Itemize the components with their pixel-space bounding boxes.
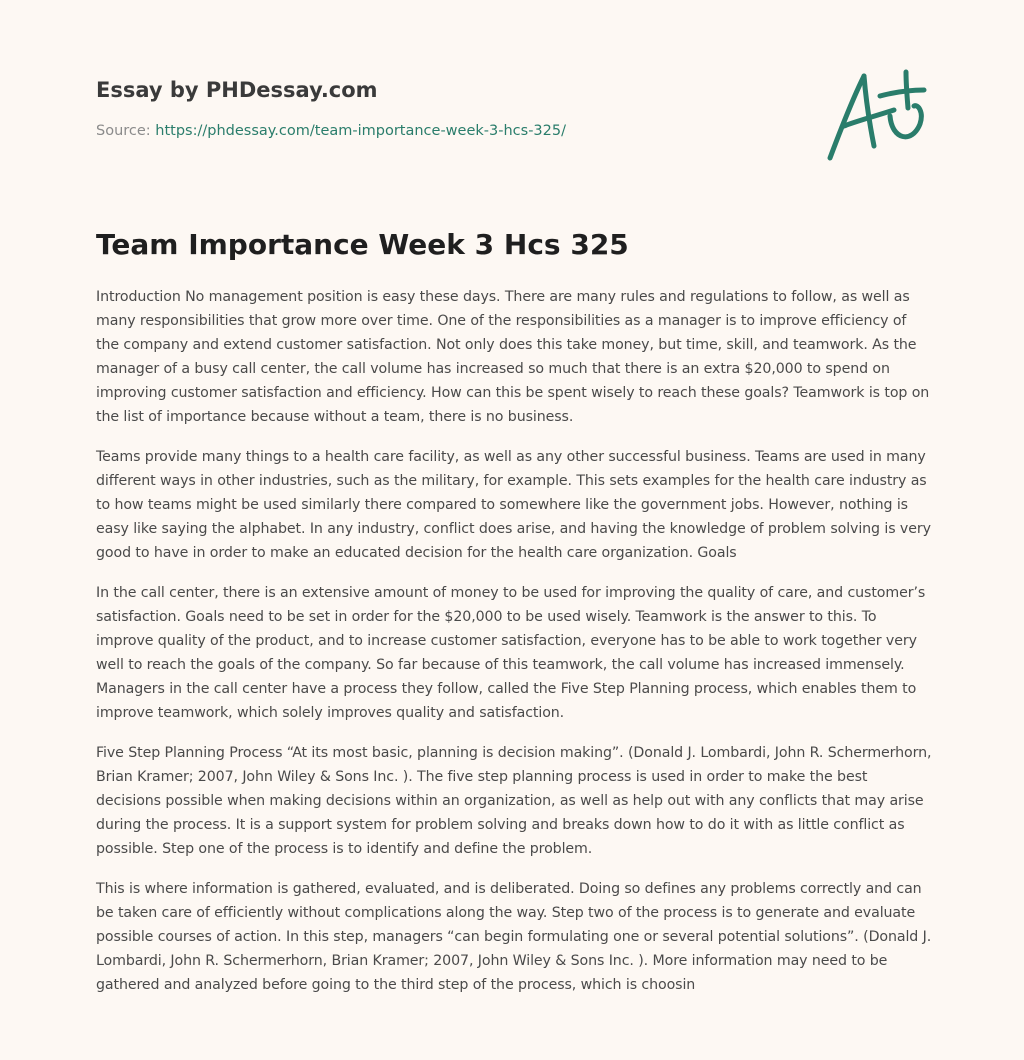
- page-header: [96, 76, 796, 141]
- essay-body: [96, 285, 932, 1013]
- essay-paragraph: This is where information is gathered, evaluated, and is deliberated. Doing so defines any problems correctly and can be taken care of efficiently without complications along the way. Step two of the process is to generate and evaluate possible courses of action. In this step, managers “can begin formulating one or several potential solutions”. (Donald J. Lombardi, John R. Schermerhorn, Brian Kramer; 2007, John Wiley & Sons Inc. ). More information may need to be gathered and analyzed before going to the third step of the process, which is choosin: [96, 881, 932, 993]
- a-plus-logo-icon: [820, 66, 930, 166]
- essay-title: Team Importance Week 3 Hcs 325: [96, 228, 629, 261]
- source-label: Source:: [96, 123, 156, 139]
- source-link[interactable]: https://phdessay.com/team-importance-week-3-hcs-325/: [155, 123, 566, 139]
- essay-paragraph: Five Step Planning Process “At its most basic, planning is decision making”. (Donald J. Lombardi, John R. Schermerhorn, Brian Kramer; 2007, John Wiley & Sons Inc. ). The five step planning process is used in order to make the best decisions possible when making decisions within an organization, as well as help out with any conflicts that may arise during the process. It is a support system for problem solving and breaks down how to do it with as little conflict as possible. Step one of the process is to identify and define the problem.: [96, 745, 932, 857]
- essay-paragraph: Introduction No management position is easy these days. There are many rules and regulations to follow, as well as many responsibilities that grow more over time. One of the responsibilities as a manager is to improve efficiency of the company and extend customer satisfaction. Not only does this take money, but time, skill, and teamwork. As the manager of a busy call center, the call volume has increased so much that there is an extra $20,000 to spend on improving customer satisfaction and efficiency. How can this be spent wisely to reach these goals? Teamwork is top on the list of importance because without a team, there is no business.: [96, 289, 930, 425]
- essay-paragraph: In the call center, there is an extensive amount of money to be used for improving the quality of care, and customer’s satisfaction. Goals need to be set in order for the $20,000 to be used wisely. Teamwork is the answer to this. To improve quality of the product, and to increase customer satisfaction, everyone has to be able to work together very well to reach the goals of the company. So far because of this teamwork, the call volume has increased immensely. Managers in the call center have a process they follow, called the Five Step Planning process, which enables them to improve teamwork, which solely improves quality and satisfaction.: [96, 585, 926, 721]
- essay-paragraph: Teams provide many things to a health care facility, as well as any other successful business. Teams are used in many different ways in other industries, such as the military, for example. This sets examples for the health care industry as to how teams might be used similarly there compared to somewhere like the government jobs. However, nothing is easy like saying the alphabet. In any industry, conflict does arise, and having the knowledge of problem solving is very good to have in order to make an educated decision for the health care organization. Goals: [96, 449, 931, 561]
- source-line: [96, 121, 796, 141]
- site-title: Essay by PHDessay.com: [96, 78, 378, 102]
